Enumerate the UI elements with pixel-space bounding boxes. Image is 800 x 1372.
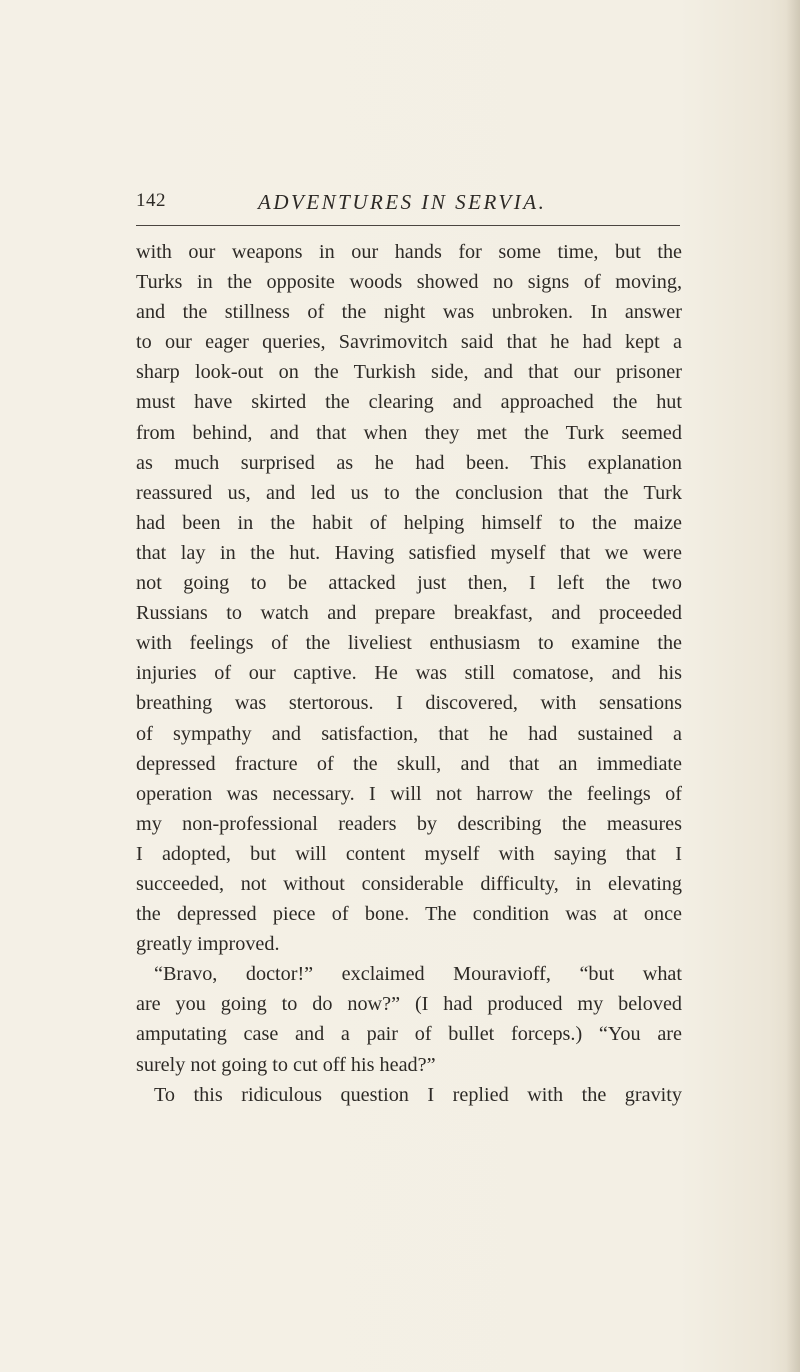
text-line: I adopted, but will content myself with saying that I [136,842,682,865]
text-line: To this ridiculous question I replied with the gravity [154,1083,682,1106]
text-line: not going to be attacked just then, I left the two [136,572,682,595]
text-line: from behind, and that when they met the Turk seemed [136,421,682,444]
text-line: the depressed piece of bone. The condition was at once [136,903,682,926]
text-line: to our eager queries, Savrimovitch said that he had kept a [136,331,682,354]
text-line: greatly improved. [136,933,280,956]
text-line: are you going to do now?” (I had produced my beloved [136,993,682,1016]
text-line: my non-professional readers by describing the measures [136,812,682,835]
text-line: with our weapons in our hands for some time, but the [136,241,682,263]
text-line: operation was necessary. I will not harrow the feelings of [136,782,682,805]
body-text [136,237,682,1110]
text-line: succeeded, not without considerable difficulty, in elevating [136,872,682,895]
text-line: injuries of our captive. He was still comatose, and his [136,662,682,685]
text-line: Russians to watch and prepare breakfast, and proceeded [136,602,682,625]
text-line: sharp look-out on the Turkish side, and that our prisoner [136,361,682,384]
text-line: breathing was stertorous. I discovered, with sensations [136,692,682,715]
text-line: amputating case and a pair of bullet forceps.) “You are [136,1023,682,1046]
page-edge-shadow [786,0,800,1372]
running-head [136,190,680,220]
text-line: had been in the habit of helping himself to the maize [136,511,682,534]
text-line: reassured us, and led us to the conclusion that the Turk [136,481,682,504]
text-line: and the stillness of the night was unbroken. In answer [136,301,682,324]
page-number: 142 [136,190,166,211]
running-title: ADVENTURES IN SERVIA. [258,190,547,214]
text-line: as much surprised as he had been. This explanation [136,451,682,474]
text-line: with feelings of the liveliest enthusiasm to examine the [136,632,682,655]
text-line: Turks in the opposite woods showed no signs of moving, [136,271,682,294]
text-line: “Bravo, doctor!” exclaimed Mouravioff, “but what [154,963,682,986]
text-line: surely not going to cut off his head?” [136,1053,436,1076]
text-line: depressed fracture of the skull, and that an immediate [136,752,682,775]
header-rule [136,225,680,226]
text-line: of sympathy and satisfaction, that he had sustained a [136,722,682,745]
text-line: that lay in the hut. Having satisfied myself that we were [136,541,682,564]
text-line: must have skirted the clearing and approached the hut [136,391,682,414]
